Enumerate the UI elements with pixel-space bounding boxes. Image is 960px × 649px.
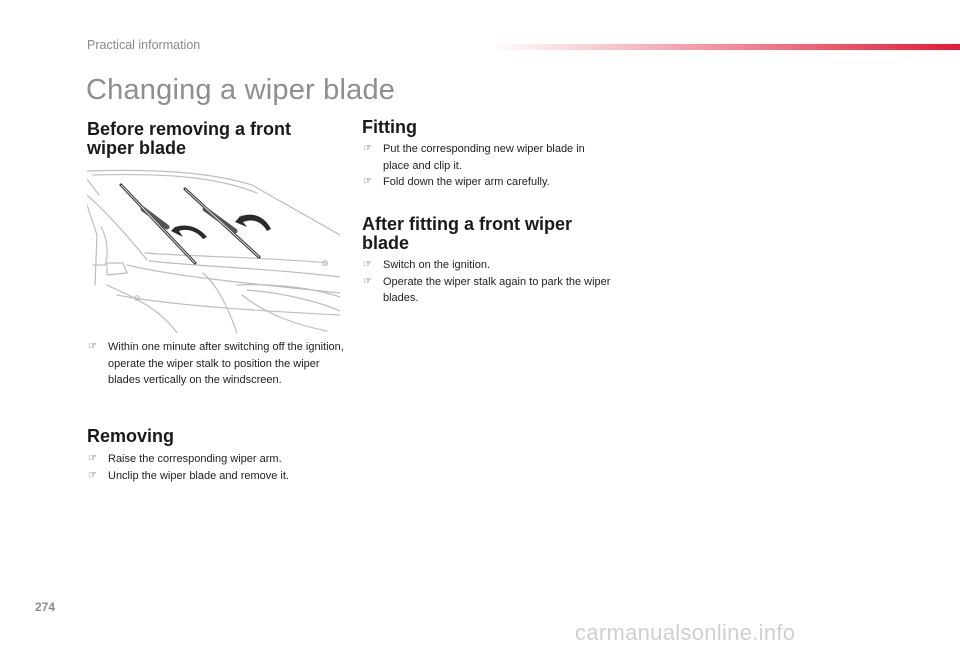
removing-list: [87, 451, 345, 484]
watermark: carmanualsonline.info: [575, 620, 796, 645]
list-item-text: Put the corresponding new wiper blade in place and clip it.: [383, 143, 585, 172]
pointing-finger-icon: ☞: [363, 143, 372, 154]
pointing-finger-icon: ☞: [88, 453, 97, 464]
heading-after-fitting: After fitting a front wiper blade: [362, 214, 572, 253]
pointing-finger-icon: ☞: [363, 176, 372, 187]
fitting-list: [362, 141, 612, 191]
list-item: [362, 174, 612, 191]
list-item-text: Switch on the ignition.: [383, 259, 491, 271]
list-item-text: Within one minute after switching off the ignition, operate the wiper stalk to position the wiper blades vertically on the windscreen.: [108, 341, 344, 386]
header-accent-bar: [490, 44, 960, 50]
heading-fitting: Fitting: [362, 117, 417, 137]
wiper-illustration: [87, 165, 340, 333]
pointing-finger-icon: ☞: [363, 259, 372, 270]
list-item-text: Fold down the wiper arm carefully.: [383, 176, 550, 188]
list-item: [87, 451, 345, 468]
list-item-text: Raise the corresponding wiper arm.: [108, 453, 282, 465]
windscreen-wiper-drawing: [87, 165, 340, 333]
after-fitting-list: [362, 257, 612, 307]
list-item: [87, 468, 345, 485]
list-item: [87, 339, 345, 389]
page-title: Changing a wiper blade: [86, 74, 396, 106]
pointing-finger-icon: ☞: [88, 469, 97, 481]
list-item: [362, 274, 612, 307]
heading-removing: Removing: [87, 426, 175, 446]
list-item: [362, 257, 612, 274]
list-item-text: Unclip the wiper blade and remove it.: [108, 469, 289, 482]
page-number: 274: [35, 600, 56, 614]
heading-before-removing: Before removing a front wiper blade: [87, 119, 292, 158]
list-item: [362, 141, 612, 174]
before-removing-list: [87, 339, 345, 389]
list-item-text: Operate the wiper stalk again to park the wiper blades.: [383, 275, 611, 304]
pointing-finger-icon: ☞: [363, 275, 372, 287]
section-label: Practical information: [87, 38, 201, 52]
pointing-finger-icon: ☞: [88, 341, 97, 352]
